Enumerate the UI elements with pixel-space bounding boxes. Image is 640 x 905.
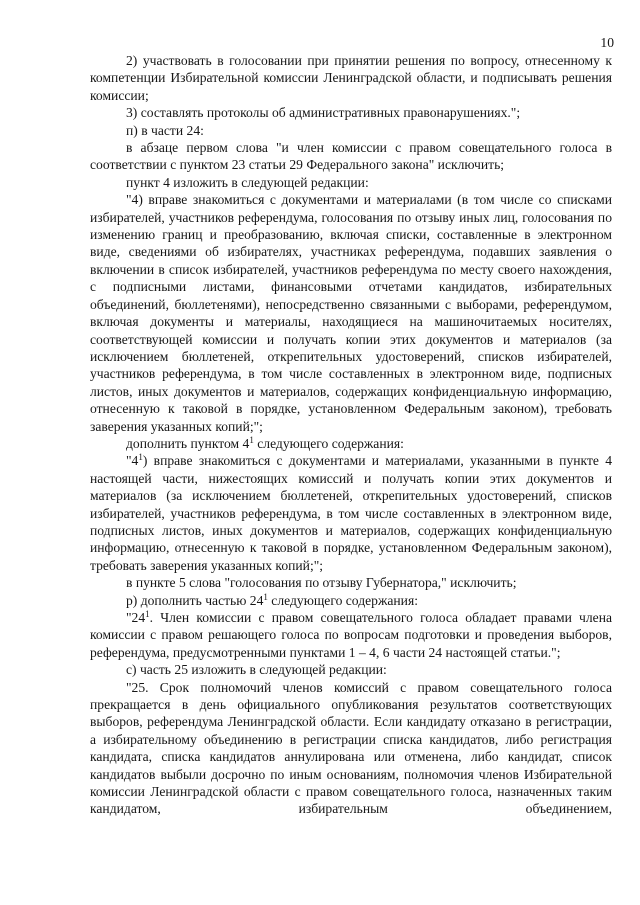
paragraph-text: ) вправе знакомиться с документами и материалами, указанными в пункте 4 настоящей части, нижестоящих комиссий и получать копии этих документов и материалов (за исключением бюллетеней, открепительных удостоверений, списков избирателей, участников референдума, в том числе составленных в электронном виде, подписных листов, иных документов и материалов, содержащих конфиденциальную информацию, отнесенную к таковой в порядке, установленном Федеральным законом), требовать заверения указанных копий;";	[90, 453, 612, 573]
paragraph-text: "24	[126, 610, 146, 625]
paragraph	[90, 592, 612, 609]
page-number: 10	[600, 35, 614, 50]
paragraph: в пункте 5 слова "голосования по отзыву Губернатора," исключить;	[126, 575, 517, 591]
superscript: 1	[249, 434, 254, 445]
paragraph: п) в части 24:	[126, 122, 204, 138]
paragraph-text: дополнить пунктом 4	[126, 435, 250, 451]
paragraph: 2) участвовать в голосовании при принятии решения по вопросу, отнесенному к компетенции Избирательной комиссии Ленинградской области, и подписывать решения комиссии;	[90, 53, 612, 103]
paragraph-text: р) дополнить частью 24	[126, 592, 264, 608]
superscript: 1	[263, 591, 268, 602]
paragraph-text: следующего содержания:	[267, 592, 418, 608]
superscript: 1	[138, 452, 143, 463]
paragraph: пункт 4 изложить в следующей редакции:	[126, 174, 369, 190]
paragraph: "25. Срок полномочий членов комиссий с правом совещательного голоса прекращается в день официального опубликования результатов соответствующих выборов, референдума Ленинградской области. Если кандидату отказано в регистрации, а избирательному объединению в регистрации списка кандидатов, либо регистрация кандидата, списка кандидатов аннулирована или отменена, либо кандидат, список кандидатов выбыли досрочно по иным основаниям, полномочия членов Избирательной комиссии Ленинградской области с правом совещательного голоса, назначенных таким кандидатом, избирательным объединением,	[90, 679, 612, 817]
superscript: 1	[145, 609, 150, 619]
paragraph: 3) составлять протоколы об административных правонарушениях.";	[126, 105, 521, 121]
paragraph-text: следующего содержания:	[253, 435, 404, 451]
paragraph	[90, 609, 612, 661]
paragraph: "4) вправе знакомиться с документами и материалами (в том числе со списками избирателей, участников референдума, голосования по отзыву иных лиц, голосования по изменению границ и преобразованию, включая списки, составленные в электронном виде, сведениями об избирателях, участниках референдума, подавших заявления о включении в список избирателей, участников референдума по месту своего нахождения, с подписными листами, финансовыми отчетами кандидатов, избирательных объединений, бюллетенями), непосредственно связанными с выборами, референдумом, включая документы и материалы, находящиеся на машиночитаемых носителях, соответствующей комиссии и получать копии этих документов и материалов (за исключением бюллетеней, открепительных удостоверений, списков избирателей, участников референдума, в том числе составленных в электронном виде, подписных листов, иных документов и материалов, содержащих конфиденциальную информацию, отнесенную к таковой в порядке, установленном Федеральным законом), требовать заверения указанных копий;";	[90, 192, 612, 434]
paragraph-text: . Член комиссии с правом совещательного голоса обладает правами члена комиссии с правом решающего голоса по вопросам подготовки и проведения выборов, референдума, предусмотренными пунктами 1 – 4, 6 части 24 настоящей статьи.";	[90, 610, 612, 660]
paragraph: в абзаце первом слова "и член комиссии с правом совещательного голоса в соответствии с пунктом 23 статьи 29 Федерального закона" исключить;	[90, 140, 612, 173]
paragraph-text: "4	[126, 453, 139, 469]
paragraph	[90, 452, 612, 574]
paragraph: с) часть 25 изложить в следующей редакции:	[126, 662, 387, 678]
document-body	[90, 52, 612, 818]
paragraph	[90, 435, 612, 452]
